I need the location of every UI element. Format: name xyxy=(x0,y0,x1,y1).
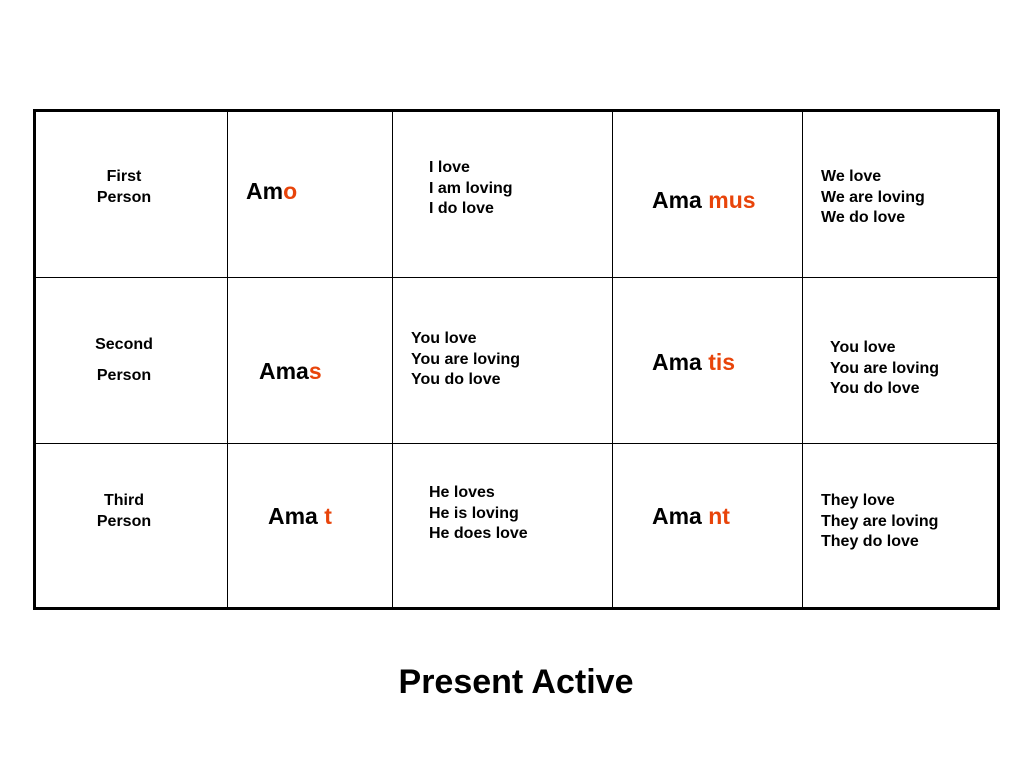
verb-stem: Ama xyxy=(652,503,702,529)
singular-translation-first xyxy=(429,158,513,220)
singular-translation-third xyxy=(429,483,528,545)
person-label-line: Person xyxy=(96,367,152,384)
translation-line: You love xyxy=(411,330,477,347)
translation-line: I am loving xyxy=(429,179,513,197)
verb-ending: s xyxy=(308,358,322,384)
verb-ending: mus xyxy=(708,187,756,213)
singular-translation-second xyxy=(411,329,520,391)
verb-ending: tis xyxy=(708,349,736,375)
translation-line: I love xyxy=(429,159,470,176)
singular-form-first xyxy=(246,177,297,205)
translation-line: You love xyxy=(830,339,896,356)
person-label-line: First xyxy=(106,168,142,185)
verb-ending: t xyxy=(324,503,332,529)
verb-stem: Ama xyxy=(259,358,309,384)
plural-form-third xyxy=(652,502,730,530)
person-label-line: Third xyxy=(104,492,144,509)
column-divider xyxy=(227,112,228,607)
verb-stem: Am xyxy=(246,178,284,204)
translation-line: He is loving xyxy=(429,504,519,522)
column-divider xyxy=(612,112,613,607)
verb-ending: nt xyxy=(708,503,730,529)
translation-line: We love xyxy=(821,168,882,185)
singular-form-third xyxy=(268,502,332,530)
translation-line: He loves xyxy=(429,484,495,501)
translation-line: We are loving xyxy=(821,188,925,206)
row-divider xyxy=(36,277,997,278)
person-label-second xyxy=(80,329,168,391)
translation-line: You are loving xyxy=(411,350,521,368)
translation-line: They are loving xyxy=(821,512,939,530)
verb-stem: Ama xyxy=(268,503,318,529)
person-label-line: Person xyxy=(96,512,152,530)
plural-form-second xyxy=(652,348,735,376)
person-label-line: Person xyxy=(96,188,152,206)
translation-line: He does love xyxy=(429,525,528,542)
verb-ending: o xyxy=(283,178,298,204)
translation-line: You do love xyxy=(411,371,501,388)
translation-line: We do love xyxy=(821,209,906,226)
person-label-line: Second xyxy=(95,336,153,353)
translation-line: You do love xyxy=(830,380,920,397)
plural-translation-second xyxy=(830,338,939,400)
row-divider xyxy=(36,443,997,444)
column-divider xyxy=(392,112,393,607)
plural-translation-first xyxy=(821,167,925,229)
plural-form-first xyxy=(652,186,756,214)
singular-form-second xyxy=(259,357,322,385)
verb-stem: Ama xyxy=(652,187,702,213)
translation-line: They love xyxy=(821,492,895,509)
plural-translation-third xyxy=(821,491,938,553)
person-label-first xyxy=(80,167,168,208)
translation-line: You are loving xyxy=(830,359,940,377)
translation-line: They do love xyxy=(821,533,919,550)
verb-stem: Ama xyxy=(652,349,702,375)
column-divider xyxy=(802,112,803,607)
slide-title: Present Active xyxy=(398,663,634,701)
person-label-third xyxy=(80,491,168,532)
translation-line: I do love xyxy=(429,200,494,217)
